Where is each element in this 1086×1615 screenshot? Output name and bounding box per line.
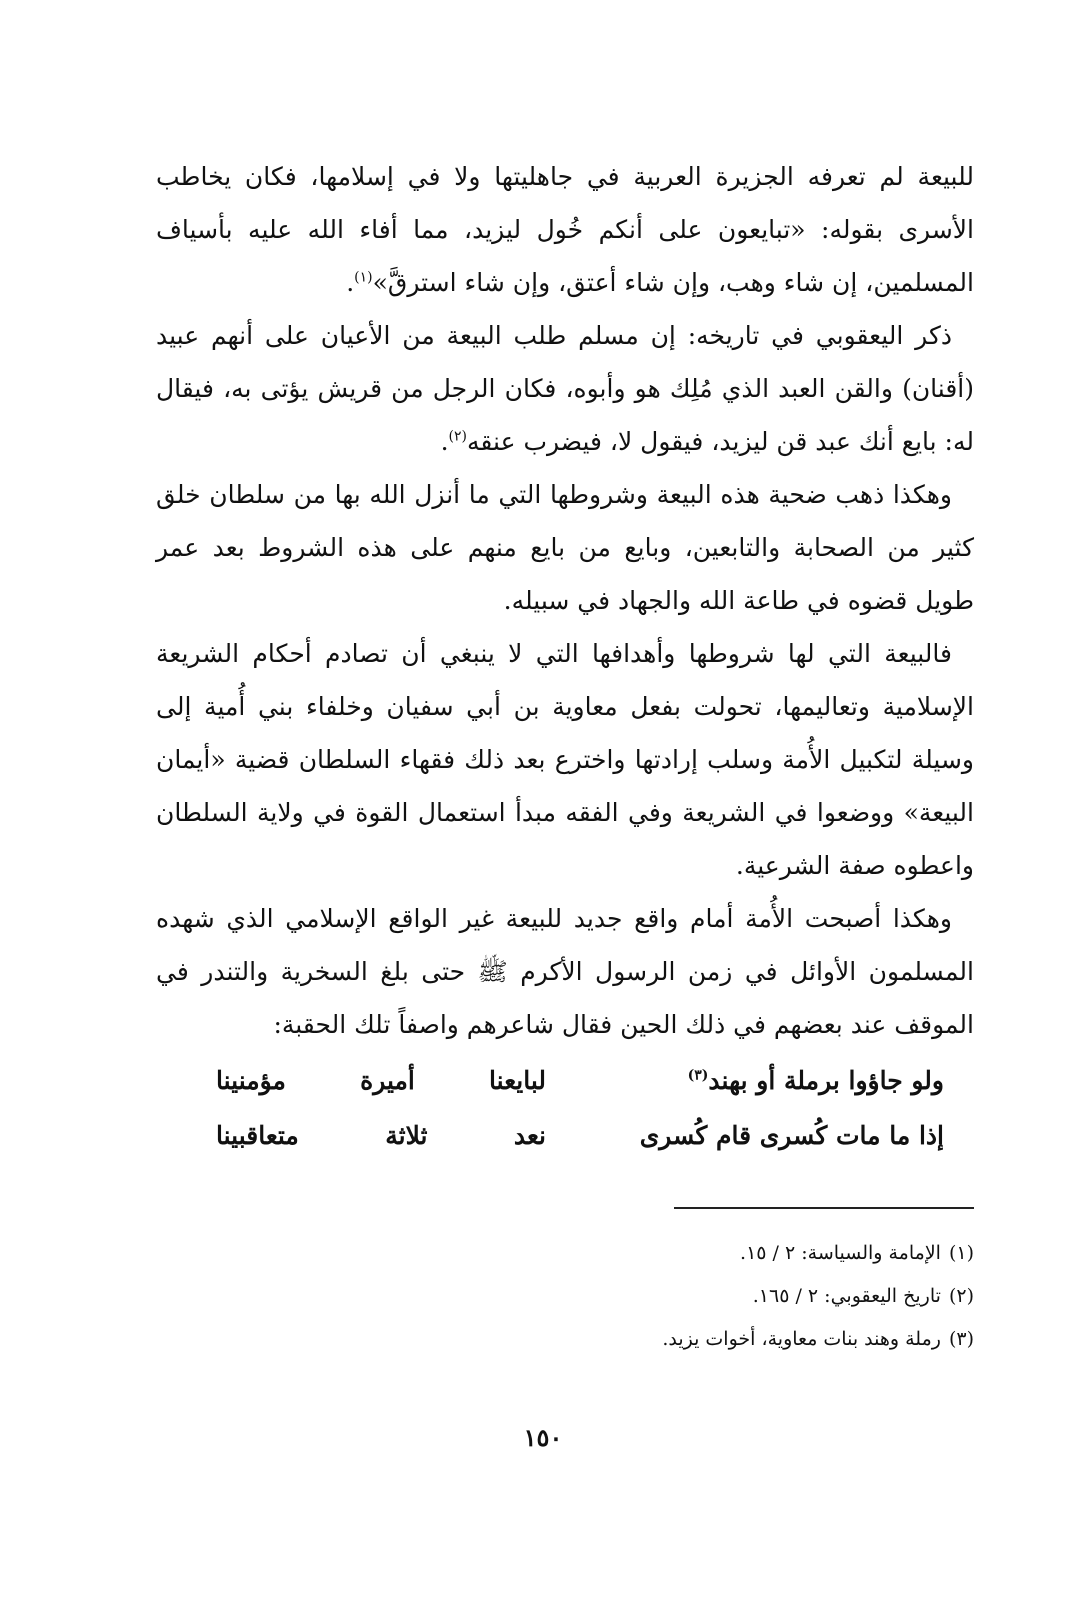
poem xyxy=(156,1053,974,1163)
poem-verse-1 xyxy=(156,1053,974,1108)
paragraph-1-text: للبيعة لم تعرفه الجزيرة العربية في جاهليتها ولا في إسلامها، فكان يخاطب الأسرى بقوله: «تبايعون على أنكم خُول ليزيد، مما أفاء الله عليه بأسياف المسلمين، إن شاء وهب، وإن شاء أعتق، وإن شاء استرقَّ» xyxy=(156,162,974,297)
footnote-1-text: الإمامة والسياسة: ٢ / ١٥. xyxy=(740,1242,941,1264)
poem-verse-2-first-text: إذا ما مات كُسرى قام كُسرى xyxy=(639,1121,944,1150)
footnote-ref-3: (٣) xyxy=(687,1067,709,1084)
paragraph-2-text: ذكر اليعقوبي في تاريخه: إن مسلم طلب البيعة من الأعيان على أنهم عبيد (أقنان) والقن العبد الذي مُلِك هو وأبوه، فكان الرجل من قريش يؤتى به، فيقال له: بايع أنك عبد قن ليزيد، فيقول لا، فيضرب عنقه xyxy=(156,321,974,456)
poem-verse-1-second-hemistich: لبايعنا أميرة مؤمنينا xyxy=(216,1066,546,1095)
footnote-1-number: (١) xyxy=(948,1242,974,1264)
footnote-2 xyxy=(156,1275,974,1318)
footnote-3-number: (٣) xyxy=(948,1328,974,1350)
paragraph-4-text: فالبيعة التي لها شروطها وأهدافها التي لا ينبغي أن تصادم أحكام الشريعة الإسلامية وتعاليمها، تحولت بفعل معاوية بن أبي سفيان وخلفاء بني أُمية إلى وسيلة لتكبيل الأُمة وسلب إرادتها واخترع بعد ذلك فقهاء السلطان قضية «أيمان البيعة» ووضعوا في الشريعة وفي الفقه مبدأ استعمال القوة في ولاية السلطان واعطوه صفة الشرعية. xyxy=(156,639,974,880)
paragraph-3-text: وهكذا ذهب ضحية هذه البيعة وشروطها التي ما أنزل الله بها من سلطان خلق كثير من الصحابة والتابعين، وبايع من بايع منهم على هذه الشروط بعد عمر طويل قضوه في طاعة الله والجهاد في سبيله. xyxy=(156,480,974,615)
paragraph-3 xyxy=(156,468,974,627)
paragraph-1-tail: . xyxy=(346,268,355,297)
paragraph-5-text: وهكذا أصبحت الأُمة أمام واقع جديد للبيعة غير الواقع الإسلامي الذي شهده المسلمون الأوائل في زمن الرسول الأكرم ﷺ حتى بلغ السخرية والتندر في الموقف عند بعضهم في ذلك الحين فقال شاعرهم واصفاً تلك الحقبة: xyxy=(156,904,974,1039)
footnote-2-text: تاريخ اليعقوبي: ٢ / ١٦٥. xyxy=(752,1285,941,1307)
paragraph-2 xyxy=(156,309,974,468)
footnotes xyxy=(156,1232,974,1361)
poem-verse-2 xyxy=(156,1108,974,1163)
poem-verse-2-first-hemistich xyxy=(614,1108,944,1163)
paragraph-1 xyxy=(156,150,974,309)
paragraph-5 xyxy=(156,892,974,1051)
footnote-3-text: رملة وهند بنات معاوية، أخوات يزيد. xyxy=(662,1328,941,1350)
footnote-ref-1: (١) xyxy=(354,269,373,286)
poem-verse-1-first-hemistich xyxy=(614,1053,944,1108)
page-number: ١٥٠ xyxy=(523,1423,563,1452)
footnote-divider xyxy=(674,1207,974,1209)
footnote-1 xyxy=(156,1232,974,1275)
poem-verse-2-second-hemistich: نعد ثلاثة متعاقبينا xyxy=(216,1121,546,1150)
footnote-ref-2: (٢) xyxy=(448,428,467,445)
footnote-3 xyxy=(156,1318,974,1361)
paragraph-2-tail: . xyxy=(440,427,449,456)
page-body xyxy=(156,150,974,1163)
paragraph-4 xyxy=(156,627,974,892)
poem-verse-1-first-text: ولو جاؤوا برملة أو بهند xyxy=(708,1066,944,1095)
footnote-2-number: (٢) xyxy=(948,1285,974,1307)
